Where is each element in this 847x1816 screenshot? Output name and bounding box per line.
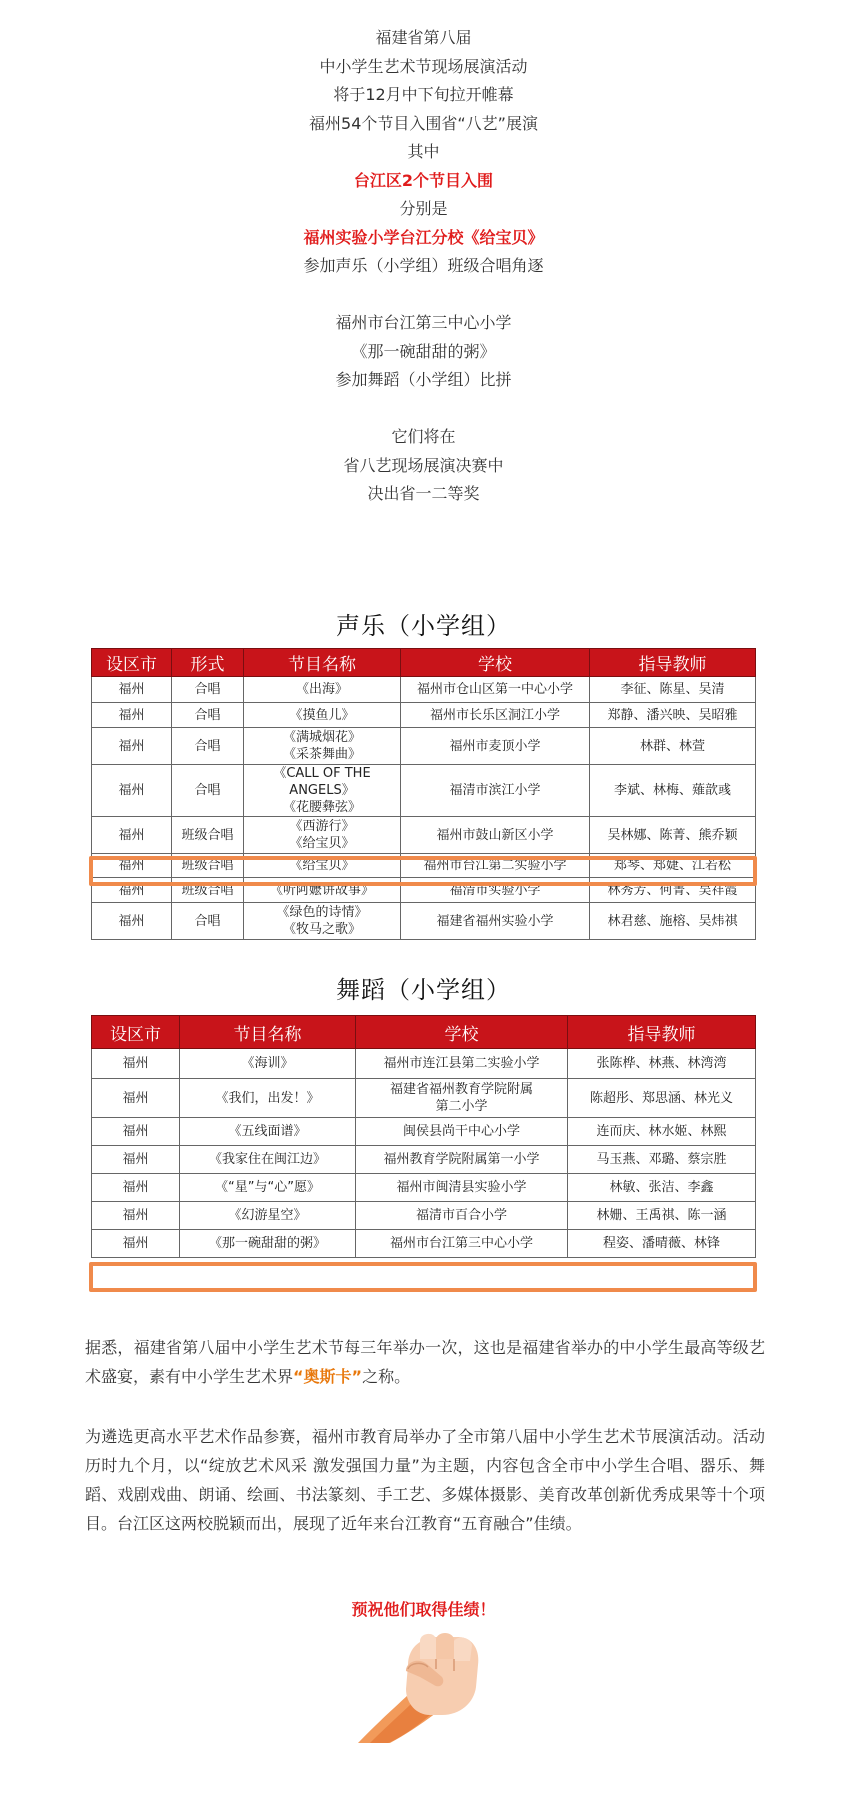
vocal-cell-form: 合唱 [172, 677, 244, 703]
vocal-cell-form: 合唱 [172, 703, 244, 728]
dance-cell-program: 《幻游星空》 [180, 1202, 356, 1230]
vocal-cell-city: 福州 [92, 677, 172, 703]
vocal-cell-teachers: 郑琴、郑婕、江若松 [590, 854, 756, 878]
vocal-cell-program-line: 《牧马之歌》 [282, 922, 361, 937]
dance-cell-teachers: 张陈桦、林燕、林湾湾 [568, 1049, 756, 1079]
dance-cell-teachers: 程姿、潘晴薇、林锋 [568, 1230, 756, 1258]
dance-cell-school [356, 1079, 568, 1118]
vocal-cell-school: 福州市麦顶小学 [401, 728, 590, 765]
intro-spacer [0, 395, 847, 424]
vocal-header-teachers: 指导教师 [590, 649, 756, 677]
intro-line: 福州市台江第三中心小学 [335, 313, 512, 332]
vocal-cell-city: 福州 [92, 765, 172, 817]
vocal-cell-program-line: 《西游行》 [289, 819, 355, 834]
dance-cell-city: 福州 [92, 1202, 180, 1230]
intro-spacer [0, 281, 847, 310]
intro-line: 福州实验小学台江分校《给宝贝》 [303, 227, 544, 247]
vocal-cell-school: 福州市鼓山新区小学 [401, 817, 590, 854]
intro-line: 决出省一二等奖 [367, 484, 480, 503]
vocal-cell-program [244, 878, 401, 903]
dance-header-school: 学校 [356, 1016, 568, 1049]
paragraph-history-after: 之称。 [362, 1367, 411, 1386]
vocal-table [91, 648, 756, 940]
intro-block [0, 24, 847, 509]
vocal-cell-city: 福州 [92, 854, 172, 878]
dance-table-row [92, 1049, 756, 1079]
vocal-cell-teachers: 李斌、林梅、薙歆彧 [590, 765, 756, 817]
dance-cell-program: 《五线面谱》 [180, 1118, 356, 1146]
dance-table [91, 1015, 756, 1258]
vocal-cell-school: 福州市仓山区第一中心小学 [401, 677, 590, 703]
vocal-header-program: 节目名称 [244, 649, 401, 677]
dance-table-row [92, 1202, 756, 1230]
intro-line: 其中 [407, 142, 440, 161]
vocal-table-row [92, 903, 756, 940]
vocal-table-row [92, 677, 756, 703]
vocal-cell-program-line: 《花腰彝弦》 [282, 800, 361, 815]
dance-table-row [92, 1079, 756, 1118]
dance-cell-school-line: 福州市闽清县实验小学 [396, 1180, 527, 1195]
intro-line: 将于12月中下旬拉开帷幕 [333, 85, 514, 104]
dance-highlight-frame [89, 1262, 757, 1292]
vocal-table-row [92, 728, 756, 765]
vocal-cell-school: 福清市滨江小学 [401, 765, 590, 817]
vocal-cell-form: 班级合唱 [172, 854, 244, 878]
dance-cell-teachers: 马玉燕、邓璐、蔡宗胜 [568, 1146, 756, 1174]
vocal-cell-form: 班级合唱 [172, 817, 244, 854]
dance-cell-school-line: 闽侯县尚干中心小学 [402, 1124, 520, 1139]
vocal-cell-program-line: 《CALL OF THE ANGELS》 [273, 766, 371, 798]
dance-cell-school [356, 1230, 568, 1258]
vocal-cell-program [244, 765, 401, 817]
dance-cell-school [356, 1174, 568, 1202]
dance-cell-teachers: 林敏、张洁、李鑫 [568, 1174, 756, 1202]
vocal-cell-form: 合唱 [172, 765, 244, 817]
dance-cell-school [356, 1049, 568, 1079]
vocal-cell-program-line: 《给宝贝》 [289, 836, 355, 851]
vocal-cell-city: 福州 [92, 728, 172, 765]
intro-line: 福州54个节目入围省“八艺”展演 [309, 113, 538, 133]
intro-line: 《那一碗甜甜的粥》 [351, 341, 496, 361]
vocal-header-school: 学校 [401, 649, 590, 677]
vocal-header-form: 形式 [172, 649, 244, 677]
dance-cell-teachers: 连而庆、林水姬、林熙 [568, 1118, 756, 1146]
dance-cell-program: 《我家住在闽江边》 [180, 1146, 356, 1174]
raised-fist-icon [350, 1625, 490, 1745]
vocal-cell-program-line: 《满城烟花》 [282, 730, 361, 745]
dance-cell-school [356, 1146, 568, 1174]
vocal-table-row [92, 878, 756, 903]
vocal-cell-program-line: 《摸鱼儿》 [289, 707, 355, 723]
intro-line: 参加舞蹈（小学组）比拼 [335, 370, 512, 389]
vocal-cell-teachers: 林秀芳、何菁、吴祥霞 [590, 878, 756, 903]
vocal-cell-school: 福清市实验小学 [401, 878, 590, 903]
dance-cell-school-line: 福州市连江县第二实验小学 [383, 1056, 540, 1071]
dance-cell-school-line: 福建省福州教育学院附属 [389, 1082, 533, 1097]
dance-header-program: 节目名称 [180, 1016, 356, 1049]
vocal-cell-city: 福州 [92, 817, 172, 854]
vocal-cell-program-line: 《绿色的诗情》 [276, 905, 368, 920]
intro-line: 它们将在 [391, 427, 456, 446]
vocal-table-row [92, 817, 756, 854]
vocal-table-row [92, 765, 756, 817]
dance-cell-city: 福州 [92, 1230, 180, 1258]
vocal-table-header [92, 649, 756, 677]
vocal-section-title: 声乐（小学组） [336, 612, 511, 640]
intro-line: 参加声乐（小学组）班级合唱角逐 [303, 256, 544, 275]
dance-table-row [92, 1230, 756, 1258]
vocal-cell-program [244, 903, 401, 940]
vocal-cell-form: 合唱 [172, 728, 244, 765]
paragraph-selection: 为遴选更高水平艺术作品参赛，福州市教育局举办了全市第八届中小学生艺术节展演活动。活动历时九个月，以“绽放艺术风采 激发强国力量”为主题，内容包含全市中小学生合唱、器乐、舞蹈、戏剧戏曲、朗诵、绘画、书法篆刻、手工艺、多媒体摄影、美育改革创新优秀成果等十个项目。台江区这两校脱颖而出，展现了近年来台江教育“五育融合”佳绩。 [85, 1427, 765, 1533]
dance-table-row [92, 1174, 756, 1202]
vocal-cell-teachers: 林君慈、施榕、吴炜祺 [590, 903, 756, 940]
vocal-cell-program-line: 《听阿嬷讲故事》 [269, 882, 374, 898]
vocal-cell-city: 福州 [92, 878, 172, 903]
vocal-cell-teachers: 李征、陈星、吴清 [590, 677, 756, 703]
dance-cell-school-line: 福清市百合小学 [415, 1208, 507, 1223]
paragraph-history [85, 1333, 765, 1391]
vocal-cell-program [244, 677, 401, 703]
dance-cell-school [356, 1202, 568, 1230]
vocal-cell-school: 福建省福州实验小学 [401, 903, 590, 940]
dance-header-teachers: 指导教师 [568, 1016, 756, 1049]
dance-cell-city: 福州 [92, 1118, 180, 1146]
vocal-cell-school: 福州市长乐区洞江小学 [401, 703, 590, 728]
vocal-cell-teachers: 林群、林萱 [590, 728, 756, 765]
dance-cell-school [356, 1118, 568, 1146]
vocal-cell-city: 福州 [92, 703, 172, 728]
intro-line: 台江区2个节目入围 [353, 170, 494, 190]
vocal-cell-program-line: 《给宝贝》 [289, 858, 355, 873]
dance-cell-program: 《海训》 [180, 1049, 356, 1079]
dance-cell-teachers: 林姗、王禹祺、陈一涵 [568, 1202, 756, 1230]
dance-cell-school-line: 福州市台江第三中心小学 [389, 1236, 533, 1251]
dance-cell-teachers: 陈超彤、郑思涵、林光义 [568, 1079, 756, 1118]
vocal-header-city: 设区市 [92, 649, 172, 677]
intro-line: 中小学生艺术节现场展演活动 [319, 56, 528, 76]
dance-cell-city: 福州 [92, 1079, 180, 1118]
dance-header-city: 设区市 [92, 1016, 180, 1049]
dance-table-row [92, 1146, 756, 1174]
dance-section-title: 舞蹈（小学组） [336, 976, 511, 1004]
vocal-cell-program-line: 《采茶舞曲》 [282, 747, 361, 762]
vocal-cell-program [244, 854, 401, 878]
dance-table-header [92, 1016, 756, 1049]
dance-cell-program: 《我们，出发！》 [180, 1079, 356, 1118]
intro-line: 省八艺现场展演决赛中 [343, 455, 504, 475]
paragraph-history-before: 据悉，福建省第八届中小学生艺术节每三年举办一次，这也是福建省举办的中小学生最高等级艺术盛宴，素有中小学生艺术界 [85, 1338, 765, 1386]
vocal-cell-form: 合唱 [172, 903, 244, 940]
intro-line: 福建省第八届 [375, 28, 472, 47]
vocal-cell-teachers: 郑静、潘兴映、吴昭雅 [590, 703, 756, 728]
vocal-cell-program [244, 817, 401, 854]
vocal-cell-program [244, 728, 401, 765]
dance-cell-program: 《“星”与“心”愿》 [180, 1174, 356, 1202]
dance-table-row [92, 1118, 756, 1146]
dance-cell-city: 福州 [92, 1049, 180, 1079]
oscar-highlight: “奥斯卡” [293, 1367, 363, 1386]
vocal-cell-school: 福州市台江第二实验小学 [401, 854, 590, 878]
vocal-cell-city: 福州 [92, 903, 172, 940]
vocal-cell-program [244, 703, 401, 728]
vocal-cell-teachers: 吴林娜、陈菁、熊乔颖 [590, 817, 756, 854]
dance-cell-city: 福州 [92, 1146, 180, 1174]
vocal-cell-form: 班级合唱 [172, 878, 244, 903]
closing-wish: 预祝他们取得佳绩！ [351, 1600, 496, 1619]
vocal-table-row [92, 703, 756, 728]
vocal-table-row [92, 854, 756, 878]
dance-cell-school-line: 第二小学 [435, 1099, 488, 1114]
intro-line: 分别是 [399, 199, 448, 218]
dance-cell-program: 《那一碗甜甜的粥》 [180, 1230, 356, 1258]
dance-cell-city: 福州 [92, 1174, 180, 1202]
dance-cell-school-line: 福州教育学院附属第一小学 [383, 1152, 540, 1167]
vocal-cell-program-line: 《出海》 [295, 682, 348, 697]
